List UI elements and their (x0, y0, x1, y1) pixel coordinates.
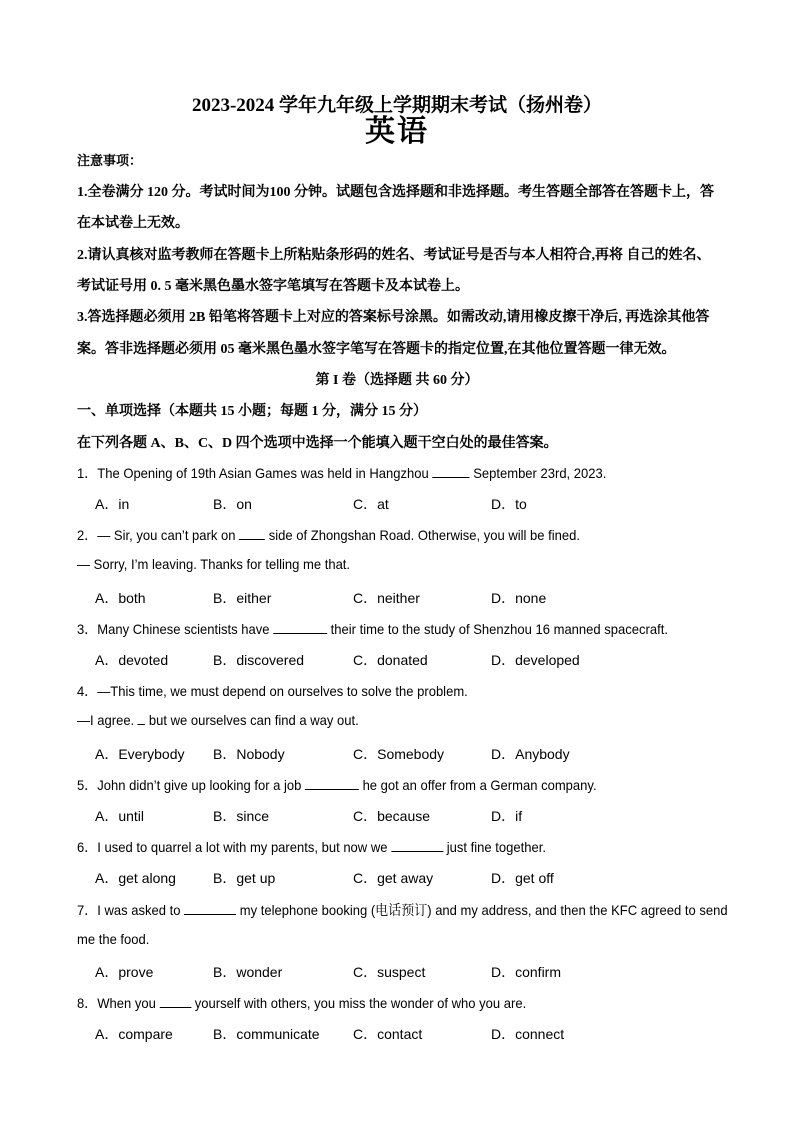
answer-option: B．on (213, 496, 252, 512)
question-text: 7．I was asked to (77, 902, 185, 918)
question-stem (77, 900, 728, 920)
answer-option: A．devoted (95, 652, 169, 668)
answer-option: D．none (491, 590, 547, 606)
question-stem (77, 681, 468, 701)
answer-option: A．prove (95, 964, 154, 980)
answer-option: C．donated (353, 652, 428, 668)
answer-option: C．suspect (353, 964, 426, 980)
answer-option: C．Somebody (353, 746, 445, 762)
exam-title: 2023-2024 学年九年级上学期期末考试（扬州卷） (191, 95, 603, 116)
answer-option: A．compare (95, 1026, 173, 1042)
notice-line: 2.请认真核对监考教师在答题卡上所粘贴条形码的姓名、考试证号是否与本人相符合,再将 自己的姓名、 (77, 248, 711, 263)
question-text: 5．John didn’t give up looking for a job (77, 777, 306, 793)
answer-option: B．either (213, 590, 272, 606)
question-text: their time to the study of Shenzhou 16 manned spacecraft. (327, 621, 668, 637)
answer-blank (239, 527, 265, 540)
question-text: my telephone booking (电话预订) and my address, and then the KFC agreed to send (236, 902, 728, 918)
answer-option: D．get off (491, 870, 554, 886)
question-line (77, 712, 359, 728)
question-text: 6．I used to quarrel a lot with my parents, but now we (77, 839, 392, 855)
answer-option: C．because (353, 808, 431, 824)
question-text: he got an offer from a German company. (358, 777, 597, 793)
question-text: just fine together. (443, 839, 546, 855)
question-line (77, 931, 149, 947)
answer-blank (305, 777, 359, 790)
answer-option: B．wonder (213, 964, 283, 980)
answer-option: A．until (95, 808, 145, 824)
answer-option: B．since (213, 808, 270, 824)
answer-option: B．get up (213, 870, 276, 886)
answer-option: A．get along (95, 870, 176, 886)
question-text: side of Zhongshan Road. Otherwise, you will be fined. (265, 527, 580, 543)
notice-line: 考试证号用 0. 5 毫米黑色墨水签字笔填写在答题卡及本试卷上。 (77, 279, 469, 294)
answer-option: D．Anybody (491, 746, 570, 762)
notice-line: 3.答选择题必须用 2B 铅笔将答题卡上对应的答案标号涂黑。如需改动,请用橡皮擦干净后, 再选涂其他答 (77, 310, 710, 325)
question-text: —I agree. (77, 712, 138, 728)
answer-blank (160, 995, 192, 1008)
answer-blank (273, 621, 327, 634)
part-title: 第 I 卷（选择题 共 60 分） (315, 373, 479, 388)
notice-line: 在本试卷上无效。 (77, 216, 189, 231)
answer-option: C．at (353, 496, 389, 512)
question-stem (77, 993, 526, 1013)
question-text: but we ourselves can find a way out. (145, 712, 359, 728)
question-stem (77, 837, 546, 857)
question-stem (77, 619, 668, 639)
answer-option: D．connect (491, 1026, 565, 1042)
section-heading: 一、单项选择（本题共 15 小题；每题 1 分，满分 15 分） (77, 404, 427, 419)
answer-option: D．confirm (491, 964, 562, 980)
question-text: 3．Many Chinese scientists have (77, 621, 274, 637)
question-text: — Sorry, I’m leaving. Thanks for telling me that. (77, 556, 351, 572)
subject-title: 英语 (365, 115, 429, 148)
answer-option: C．get away (353, 870, 434, 886)
section-instruction: 在下列各题 A、B、C、D 四个选项中选择一个能填入题干空白处的最佳答案。 (77, 436, 558, 451)
question-text: 1．The Opening of 19th Asian Games was held in Hangzhou (77, 465, 433, 481)
question-text: 8．When you (77, 995, 160, 1011)
question-text: 2．— Sir, you can’t park on (77, 527, 240, 543)
answer-option: D．if (491, 808, 523, 824)
answer-option: B．communicate (213, 1026, 320, 1042)
answer-option: B．Nobody (213, 746, 285, 762)
answer-option: D．developed (491, 652, 580, 668)
answer-option: A．Everybody (95, 746, 185, 762)
question-text: me the food. (77, 931, 150, 947)
answer-blank (184, 902, 236, 915)
notice-line: 案。答非选择题必须用 05 毫米黑色墨水签字笔写在答题卡的指定位置,在其他位置答题一律无效。 (77, 342, 676, 357)
answer-blank (391, 839, 443, 852)
question-stem (77, 463, 606, 483)
question-stem (77, 775, 597, 795)
answer-option: C．contact (353, 1026, 423, 1042)
question-line (77, 556, 350, 572)
question-text: 4．—This time, we must depend on ourselves to solve the problem. (77, 683, 468, 699)
question-text: yourself with others, you miss the wonder of who you are. (191, 995, 527, 1011)
answer-blank (432, 465, 469, 478)
answer-option: A．both (95, 590, 146, 606)
answer-option: B．discovered (213, 652, 305, 668)
answer-option: A．in (95, 496, 130, 512)
question-stem (77, 525, 580, 545)
notice-heading: 注意事项： (77, 153, 143, 168)
answer-option: D．to (491, 496, 527, 512)
notice-line: 1.全卷满分 120 分。考试时间为100 分钟。试题包含选择题和非选择题。考生答题全部答在答题卡上，答 (77, 185, 714, 200)
answer-option: C．neither (353, 590, 420, 606)
question-text: September 23rd, 2023. (469, 465, 607, 481)
